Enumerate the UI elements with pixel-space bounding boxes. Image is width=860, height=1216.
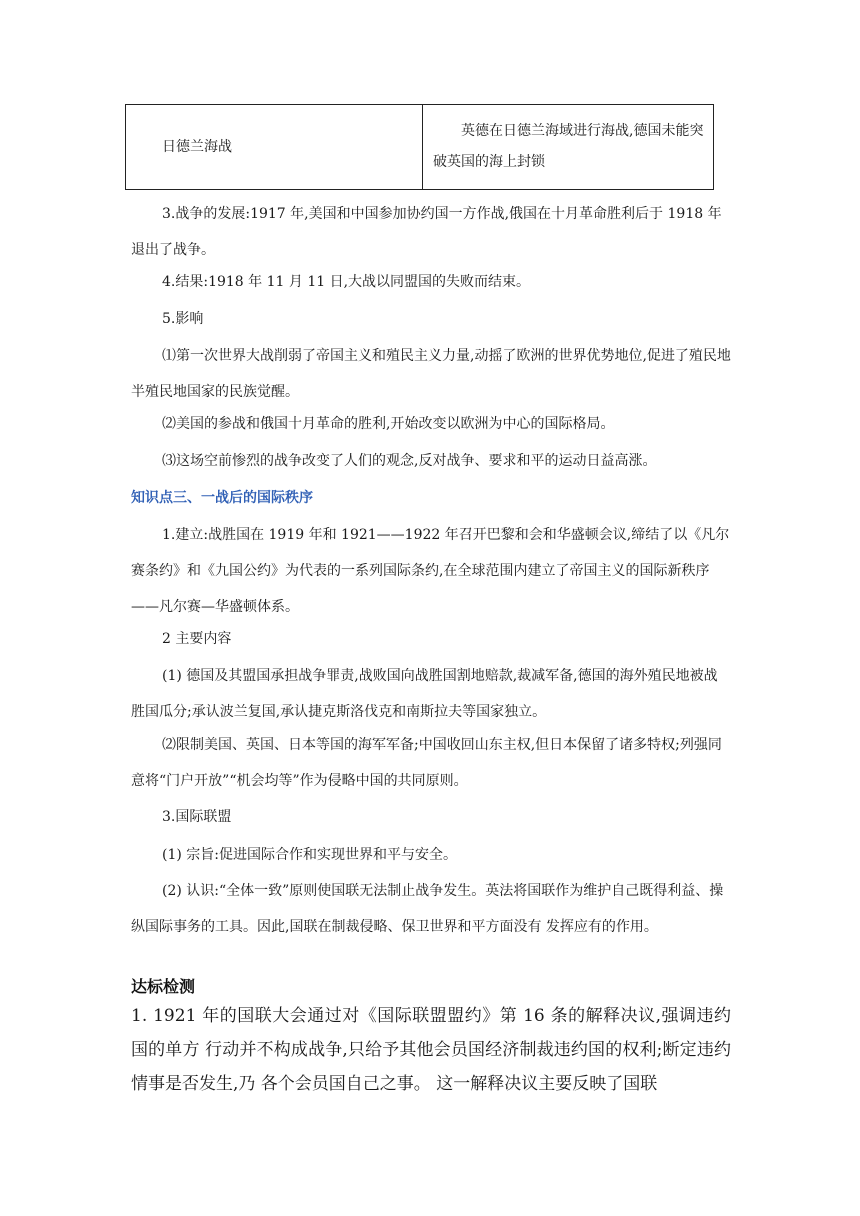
battle-description: 英德在日德兰海域进行海战,德国未能突破英国的海上封锁 [433,123,704,170]
paragraph-impact-3: ⑶这场空前惨烈的战争改变了人们的观念,反对战争、要求和平的运动日益高涨。 [162,453,657,469]
paragraph-main-content-1: (1) 德国及其盟国承担战争罪责,战败国向战胜国割地赔款,裁减军备,德国的海外殖民地被战胜国瓜分;承认波兰复国,承认捷克斯洛伐克和南斯拉夫等国家独立。 [131,668,718,720]
paragraph-league-heading: 3.国际联盟 [162,809,232,825]
section-heading: 知识点三、一战后的国际秩序 [131,490,313,506]
test-heading: 达标检测 [131,977,196,996]
paragraph-war-development: 3.战争的发展:1917 年,美国和中国参加协约国一方作战,俄国在十月革命胜利后于 1918 年退出了战争。 [131,206,722,258]
paragraph-league-assessment: (2) 认识:“全体一致”原则使国联无法制止战争发生。英法将国联作为维护自己既得利益、操纵国际事务的工具。因此,国联在制裁侵略、保卫世界和平方面没有 发挥应有的作用。 [131,883,724,935]
paragraph-main-content-heading: 2 主要内容 [162,631,232,647]
battle-table [125,104,714,190]
paragraph-establishment: 1.建立:战胜国在 1919 年和 1921——1922 年召开巴黎和会和华盛顿会议,缔结了以《凡尔赛条约》和《九国公约》为代表的一系列国际条约,在全球范围内建立了帝国主义的国际新秩序——凡尔赛—华盛顿体系。 [131,527,730,615]
paragraph-impact-2: ⑵美国的参战和俄国十月革命的胜利,开始改变以欧洲为中心的国际格局。 [162,416,615,432]
paragraph-impact-heading: 5.影响 [162,311,204,327]
question-1: 1. 1921 年的国联大会通过对《国际联盟盟约》第 16 条的解释决议,强调违约国的单方 行动并不构成战争,只给予其他会员国经济制裁违约国的权利;断定违约情事是否发生,乃 各个会员国自己之事。 这一解释决议主要反映了国联 [131,1006,731,1094]
table-row [126,105,714,190]
paragraph-league-purpose: (1) 宗旨:促进国际合作和实现世界和平与安全。 [162,847,457,863]
battle-name: 日德兰海战 [162,139,232,155]
battle-description-cell [423,105,714,190]
paragraph-war-result: 4.结果:1918 年 11 月 11 日,大战以同盟国的失败而结束。 [162,274,531,290]
paragraph-impact-1: ⑴第一次世界大战削弱了帝国主义和殖民主义力量,动摇了欧洲的世界优势地位,促进了殖民地半殖民地国家的民族觉醒。 [131,348,731,400]
paragraph-main-content-2: ⑵限制美国、英国、日本等国的海军军备;中国收回山东主权,但日本保留了诸多特权;列强同意将“门户开放”“机会均等”作为侵略中国的共同原则。 [131,737,722,789]
battle-name-cell [126,105,423,190]
